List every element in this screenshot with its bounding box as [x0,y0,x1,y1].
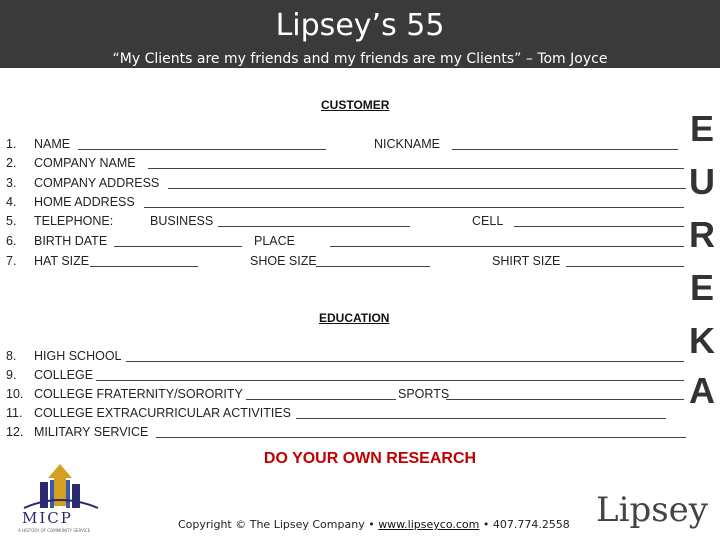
extracurricular-field[interactable] [296,406,666,419]
field-label-name: NAME [34,137,71,151]
row-number: 10. [6,387,24,401]
row-number: 12. [6,425,24,439]
row-number: 8. [6,349,17,363]
footer [178,518,570,531]
eureka-letter: E [689,108,714,149]
customer-heading: CUSTOMER [321,98,390,112]
lipsey-logo: Lipsey [596,490,708,530]
field-label-sports: SPORTS [398,387,450,401]
website-link[interactable]: www.lipseyco.com [378,518,480,531]
row-number: 6. [6,234,17,248]
footer-phone: • 407.774.2558 [482,518,570,531]
row-number: 4. [6,195,17,209]
college-field[interactable] [96,368,684,381]
field-label-telephone: TELEPHONE: [34,214,114,228]
field-label-shirt-size: SHIRT SIZE [492,254,561,268]
birth-place-field[interactable] [330,234,684,247]
field-label-business: BUSINESS [150,214,214,228]
page-title: Lipsey’s 55 [275,8,445,43]
micp-logo-text: MICP [22,509,73,527]
company-name-field[interactable] [148,156,684,169]
birth-date-field[interactable] [114,234,242,247]
row-number: 2. [6,156,17,170]
field-label-cell: CELL [472,214,504,228]
sports-field[interactable] [446,387,684,400]
row-number: 9. [6,368,17,382]
field-label-hat-size: HAT SIZE [34,254,90,268]
row-number: 7. [6,254,17,268]
fraternity-field[interactable] [246,387,396,400]
field-label-military: MILITARY SERVICE [34,425,149,439]
row-number: 5. [6,214,17,228]
row-number: 1. [6,137,17,151]
research-callout: DO YOUR OWN RESEARCH [263,450,477,467]
field-label-high-school: HIGH SCHOOL [34,349,122,363]
eureka-letter: A [689,370,715,411]
shirt-size-field[interactable] [566,254,684,267]
eureka-letter: R [689,214,715,255]
field-label-place: PLACE [254,234,295,248]
field-label-fraternity: COLLEGE FRATERNITY/SORORITY [34,387,243,401]
high-school-field[interactable] [126,349,684,362]
field-label-company-name: COMPANY NAME [34,156,136,170]
eureka-letter: E [689,267,714,308]
field-label-company-address: COMPANY ADDRESS [34,176,160,190]
company-address-field[interactable] [168,176,686,189]
business-phone-field[interactable] [218,214,410,227]
cell-phone-field[interactable] [514,214,684,227]
title-bar [0,0,720,68]
field-label-nickname: NICKNAME [374,137,440,151]
home-address-field[interactable] [144,195,684,208]
nickname-field[interactable] [452,137,678,150]
military-service-field[interactable] [156,425,686,438]
education-heading: EDUCATION [319,311,390,325]
field-label-college: COLLEGE [34,368,94,382]
field-label-extracurricular: COLLEGE EXTRACURRICULAR ACTIVITIES [34,406,292,420]
hat-size-field[interactable] [90,254,198,267]
row-number: 3. [6,176,17,190]
footer-copyright: Copyright © The Lipsey Company • [178,518,375,531]
field-label-home-address: HOME ADDRESS [34,195,135,209]
micp-logo-tagline: A HISTORY OF COMMUNITY SERVICE [18,528,91,533]
eureka-letter: U [689,161,715,202]
row-number: 11. [6,406,23,420]
eureka-letter: K [689,320,715,361]
field-label-shoe-size: SHOE SIZE [250,254,317,268]
shoe-size-field[interactable] [316,254,430,267]
field-label-birth-date: BIRTH DATE [34,234,108,248]
name-field[interactable] [78,137,326,150]
page-subtitle: “My Clients are my friends and my friends are my Clients” – Tom Joyce [112,51,608,67]
